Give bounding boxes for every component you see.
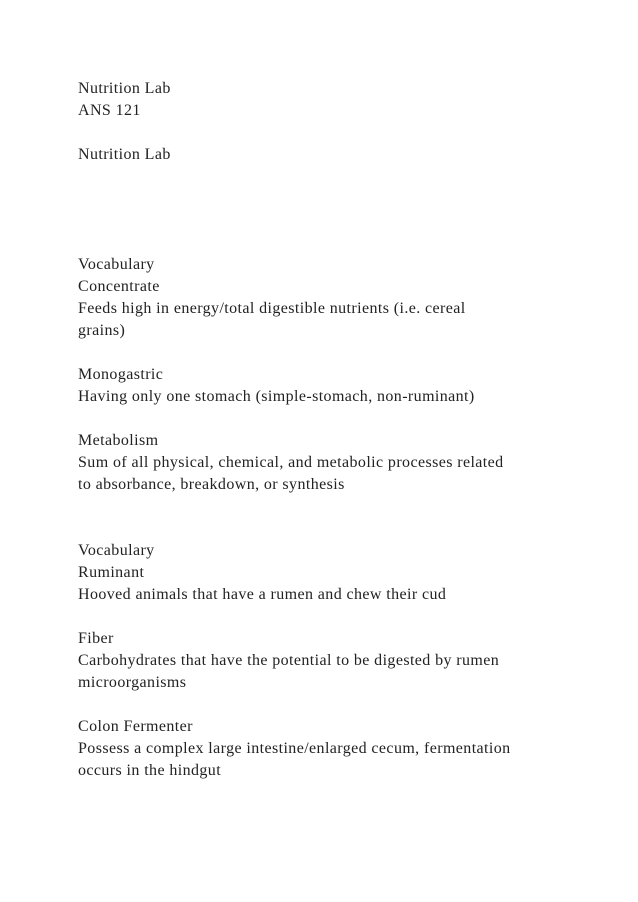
vocab-definition-line: Hooved animals that have a rumen and chew their cud (78, 586, 447, 603)
vocab-definition-line: grains) (78, 322, 126, 339)
vocabulary-section (78, 540, 578, 782)
document-body (78, 78, 578, 782)
document-subtitle: Nutrition Lab (78, 146, 171, 163)
course-code: ANS 121 (78, 102, 141, 119)
vocab-term: Fiber (78, 630, 114, 647)
vocab-definition-line: to absorbance, breakdown, or synthesis (78, 476, 345, 493)
vocab-entry (78, 716, 578, 782)
vocab-entry (78, 562, 578, 606)
vocab-entry (78, 628, 578, 694)
vocabulary-section (78, 254, 578, 496)
vocab-term: Ruminant (78, 564, 145, 581)
vocab-definition-line: Having only one stomach (simple-stomach, non-ruminant) (78, 388, 475, 405)
vocab-term: Colon Fermenter (78, 718, 193, 735)
vocab-term: Monogastric (78, 366, 164, 383)
vocab-term: Metabolism (78, 432, 159, 449)
vocab-definition-line: Carbohydrates that have the potential to be digested by rumen (78, 652, 500, 669)
vocab-entry (78, 276, 578, 342)
vocab-term: Concentrate (78, 278, 160, 295)
section-heading: Vocabulary (78, 256, 155, 273)
vocab-definition-line: Sum of all physical, chemical, and metabolic processes related (78, 454, 504, 471)
vocab-definition-line: Feeds high in energy/total digestible nutrients (i.e. cereal (78, 300, 466, 317)
vocab-definition-line: occurs in the hindgut (78, 762, 222, 779)
section-heading: Vocabulary (78, 542, 155, 559)
vocab-definition-line: microorganisms (78, 674, 187, 691)
document-title: Nutrition Lab (78, 80, 171, 97)
vocab-entry (78, 364, 578, 408)
vocab-entry (78, 430, 578, 496)
vocab-definition-line: Possess a complex large intestine/enlarged cecum, fermentation (78, 740, 511, 757)
